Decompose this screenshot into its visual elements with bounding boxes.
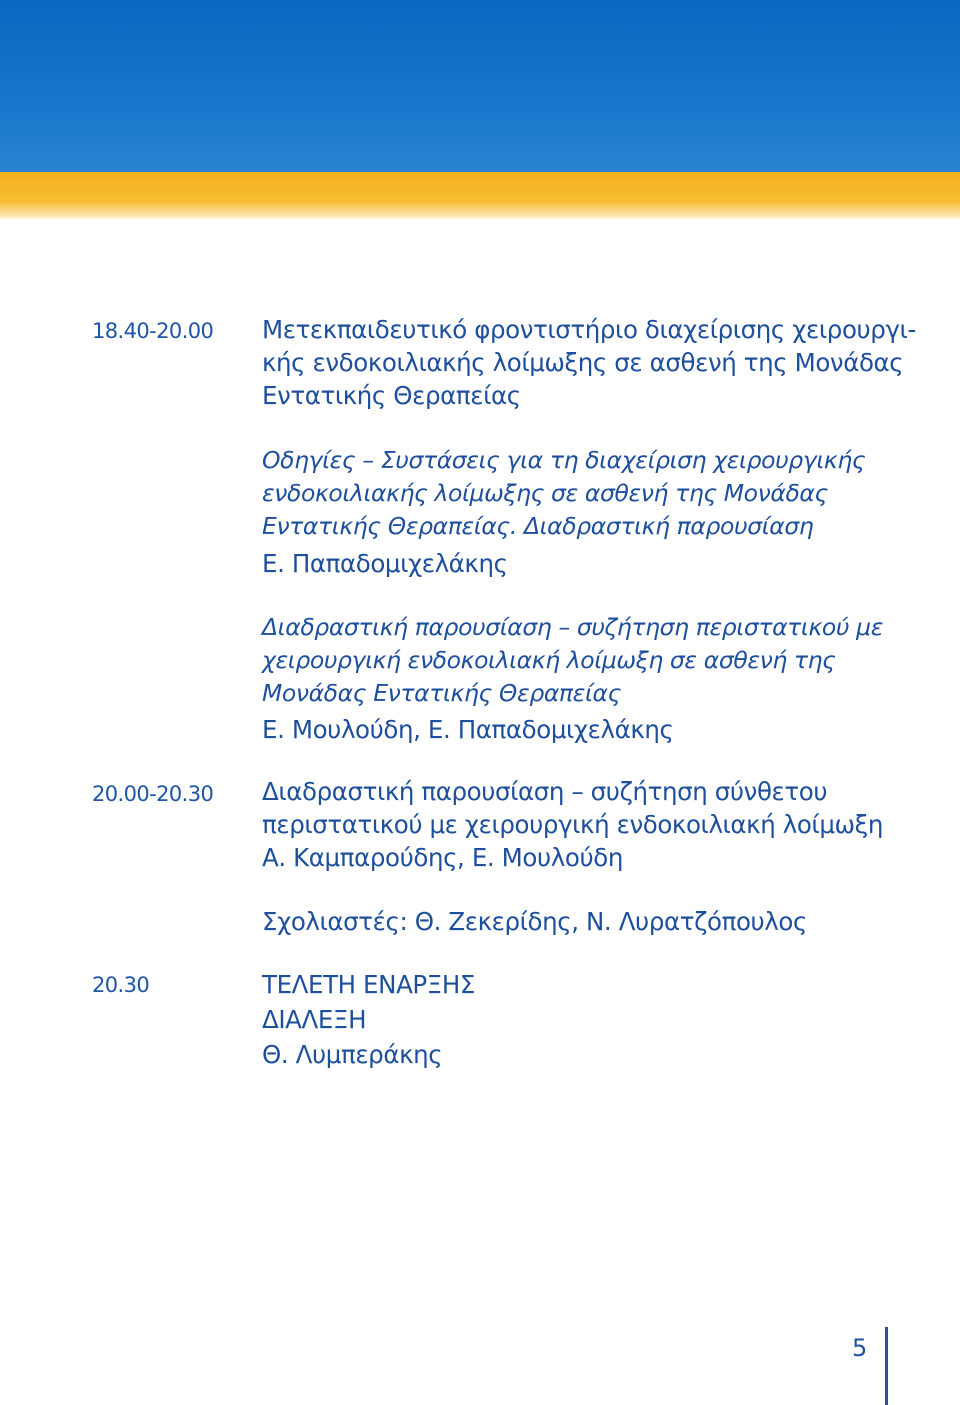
session-2-title-line: Διαδραστική παρουσίαση – συζήτηση σύνθετου <box>262 777 828 806</box>
talk-2-title-line: Διαδραστική παρουσίαση – συζήτηση περιστατικού με <box>262 613 884 641</box>
lecture-speaker: Θ. Λυμπεράκης <box>262 1040 443 1069</box>
talk-2-title-line: χειρουργική ενδοκοιλιακή λοίμωξη σε ασθενή της <box>262 646 836 674</box>
talk-1-title-line: Οδηγίες – Συστάσεις για τη διαχείριση χειρουργικής <box>262 446 866 474</box>
session-2-title <box>262 775 932 874</box>
lecture-label: ΔΙΑΛΕΞΗ <box>262 1005 367 1034</box>
talk-2-title-line: Μονάδας Εντατικής Θεραπείας <box>262 679 622 707</box>
talk-2-title <box>262 611 932 710</box>
session-3-time: 20.30 <box>92 973 150 997</box>
header-blue-band <box>0 0 960 172</box>
header-yellow-stripe <box>0 172 960 220</box>
talk-2-speakers <box>262 713 932 746</box>
page-number: 5 <box>852 1334 868 1362</box>
talk-1-speaker-name: Ε. Παπαδομιχελάκης <box>262 549 508 578</box>
session-1-title <box>262 313 932 412</box>
talk-1-speaker <box>262 547 932 580</box>
page-number-rule <box>885 1327 888 1405</box>
talk-2-speaker-names: Ε. Μουλούδη, Ε. Παπαδομιχελάκης <box>262 715 674 744</box>
session-2-commentators <box>262 905 932 938</box>
commentators-line: Σχολιαστές: Θ. Ζεκερίδης, Ν. Λυρατζόπουλος <box>262 907 807 936</box>
session-1-title-line: Μετεκπαιδευτικό φροντιστήριο διαχείρισης χειρουργι- <box>262 315 916 344</box>
session-1-title-line: Εντατικής Θεραπείας <box>262 381 521 410</box>
talk-1-title <box>262 444 932 543</box>
session-3-content <box>262 967 932 1072</box>
session-1-time: 18.40-20.00 <box>92 319 214 343</box>
session-1-title-line: κής ενδοκοιλιακής λοίμωξης σε ασθενή της Μονάδας <box>262 348 904 377</box>
session-2-title-line: περιστατικού με χειρουργική ενδοκοιλιακή λοίμωξη <box>262 810 884 839</box>
session-2-speakers: Α. Καμπαρούδης, Ε. Μουλούδη <box>262 843 623 872</box>
opening-ceremony: ΤΕΛΕΤΗ ΕΝΑΡΞΗΣ <box>262 970 475 999</box>
session-2-time: 20.00-20.30 <box>92 782 214 806</box>
talk-1-title-line: Εντατικής Θεραπείας. Διαδραστική παρουσίαση <box>262 512 814 540</box>
talk-1-title-line: ενδοκοιλιακής λοίμωξης σε ασθενή της Μονάδας <box>262 479 828 507</box>
